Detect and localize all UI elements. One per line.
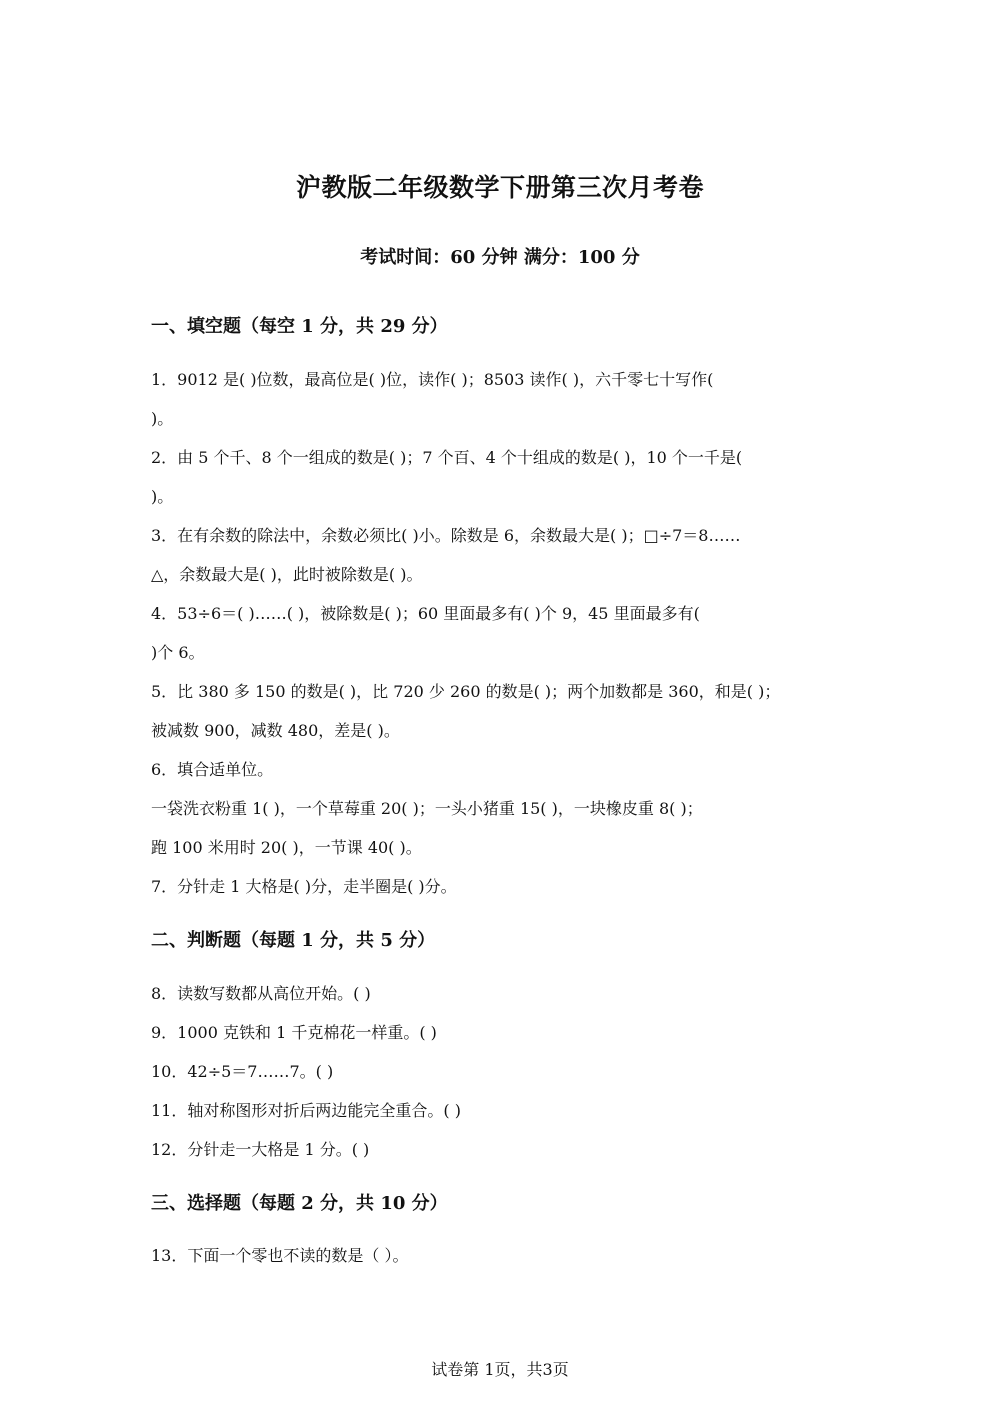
question-line: 7．分针走 1 大格是( )分，走半圈是( )分。: [151, 877, 457, 896]
question-line: 8．读数写数都从高位开始。( ): [151, 984, 371, 1003]
question-line: 跑 100 米用时 20( )，一节课 40( )。: [151, 838, 422, 857]
section-heading-multiple-choice: 三、选择题（每题 2 分，共 10 分）: [151, 1193, 448, 1214]
page-title: 沪教版二年级数学下册第三次月考卷: [295, 173, 704, 202]
question-line: 12．分针走一大格是 1 分。( ): [151, 1140, 370, 1159]
question-line: )个 6。: [151, 643, 205, 662]
question-line: 5．比 380 多 150 的数是( )，比 720 少 260 的数是( )；两个加数都是 360，和是( )；: [151, 682, 781, 701]
exam-info: 考试时间：60 分钟 满分：100 分: [360, 247, 640, 268]
question-line: )。: [151, 487, 174, 506]
question-line: △，余数最大是( )，此时被除数是( )。: [151, 565, 423, 584]
question-line: 10．42÷5＝7……7。( ): [151, 1062, 334, 1081]
question-line: 一袋洗衣粉重 1( )，一个草莓重 20( )；一头小猪重 15( )，一块橡皮重 8( )；: [151, 799, 703, 818]
question-line: 4．53÷6＝( )……( )，被除数是( )；60 里面最多有( )个 9，45 里面最多有(: [151, 604, 700, 623]
section-heading-fill-blank: 一、填空题（每空 1 分，共 29 分）: [151, 316, 448, 337]
question-line: 3．在有余数的除法中，余数必须比( )小。除数是 6，余数最大是( )；□÷7＝8……: [151, 526, 741, 545]
question-line: 2．由 5 个千、8 个一组成的数是( )；7 个百、4 个十组成的数是( )，10 个一千是(: [151, 448, 743, 467]
question-line: 被减数 900，减数 480，差是( )。: [151, 721, 400, 740]
question-line: 1．9012 是( )位数，最高位是( )位，读作( )；8503 读作( )，六千零七十写作(: [151, 370, 714, 389]
question-line: 13．下面一个零也不读的数是（ ）。: [151, 1246, 409, 1265]
section-heading-true-false: 二、判断题（每题 1 分，共 5 分）: [151, 930, 436, 951]
question-line: 11．轴对称图形对折后两边能完全重合。( ): [151, 1101, 461, 1120]
question-line: 9．1000 克铁和 1 千克棉花一样重。( ): [151, 1023, 437, 1042]
question-line: 6．填合适单位。: [151, 760, 274, 779]
page-footer: 试卷第 1页，共3页: [431, 1360, 569, 1379]
question-line: )。: [151, 409, 174, 428]
